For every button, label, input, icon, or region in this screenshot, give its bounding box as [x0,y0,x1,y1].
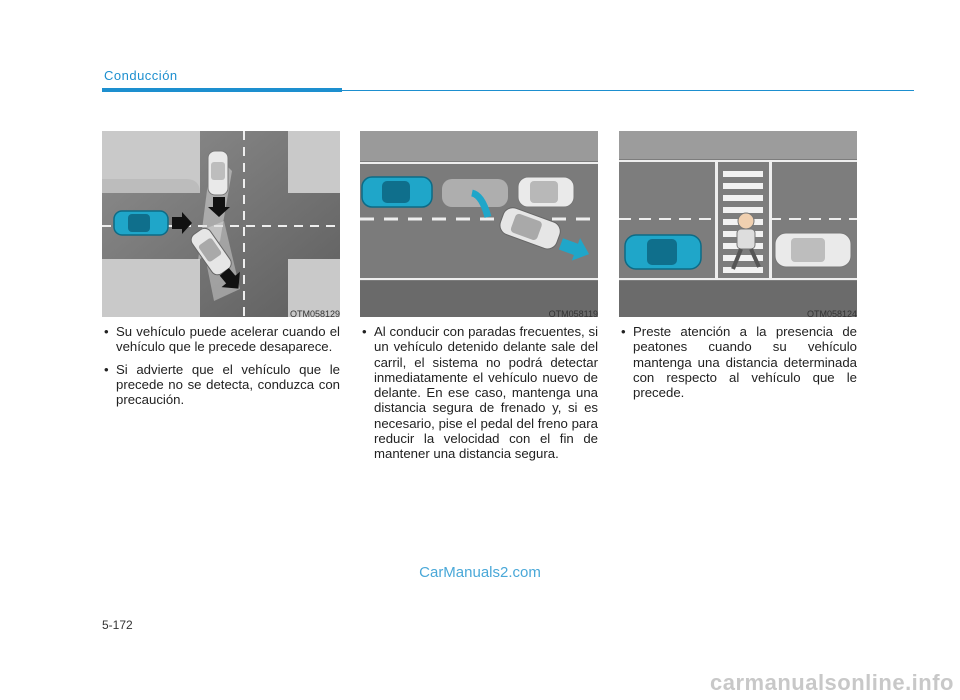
bullet-item: • Si advierte que el vehículo que le precede no se detecta, conduzca con precaución. [102,362,340,408]
figure-code: OTM058124 [806,309,857,319]
figure-lane-change [360,131,598,317]
column-1 [102,324,340,414]
figure-pedestrian [619,131,857,317]
section-title: Conducción [104,68,178,83]
figure-intersection [102,131,340,317]
page-number: 5-172 [102,618,133,632]
figure-code: OTM058119 [548,309,598,319]
bullet-item: • Al conducir con paradas frecuentes, si un vehículo detenido delante sale del carril, el sistema no podrá detectar inmediatamente el vehículo nuevo de delante. En ese caso, mantenga una distancia segura de frenado y, si es necesario, pise el pedal del freno para reducir la velocidad con el fin de mantener una distancia segura. [360,324,598,462]
column-3 [619,324,857,407]
figure-code: OTM058129 [289,309,340,319]
header-rule [342,90,914,91]
bullet-item: • Preste atención a la presencia de peatones cuando su vehículo mantenga una distancia determinada con respecto al vehículo que le precede. [619,324,857,400]
header-rule-accent [102,88,342,92]
footer-watermark: carmanualsonline.info [710,670,954,695]
column-2 [360,324,598,469]
watermark-link[interactable]: CarManuals2.com [419,564,541,581]
bullet-item: • Su vehículo puede acelerar cuando el vehículo que le precede desaparece. [102,324,340,355]
